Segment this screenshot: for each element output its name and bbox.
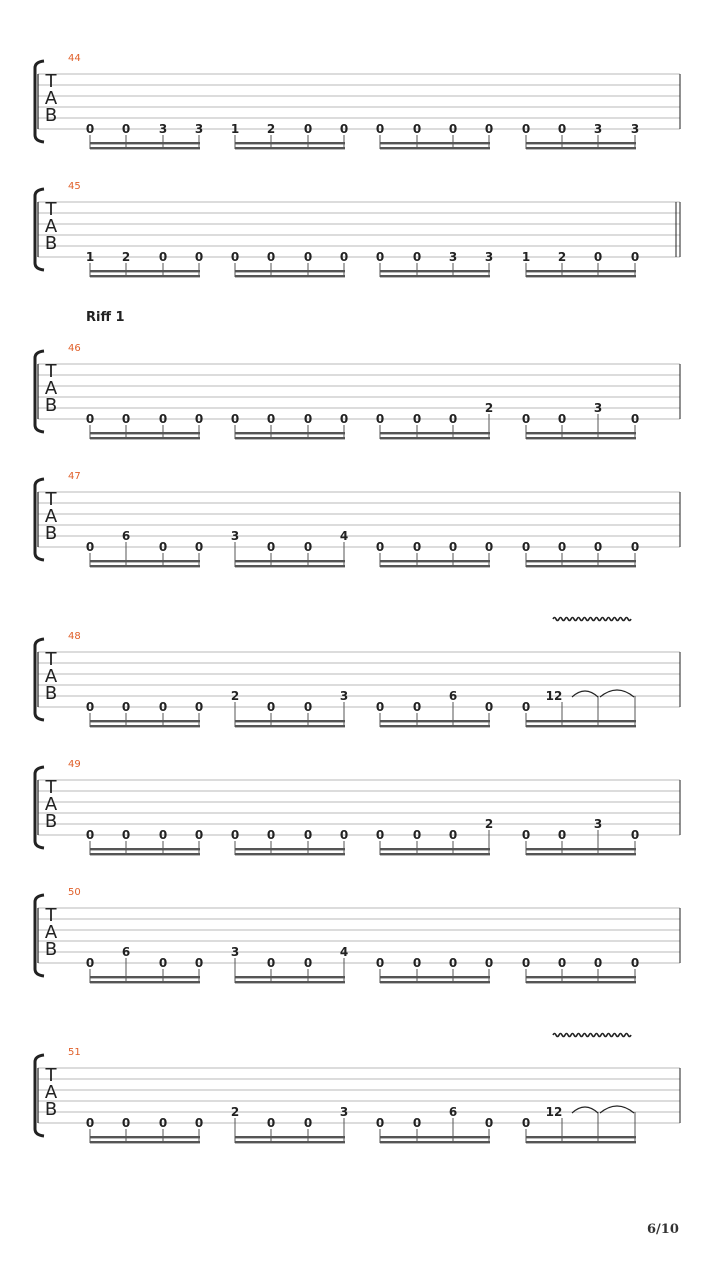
fret-number: 0	[158, 700, 168, 714]
fret-number: 0	[484, 700, 494, 714]
tab-system	[35, 471, 680, 567]
beam-primary	[380, 725, 490, 727]
fret-number: 0	[303, 540, 313, 554]
beam-secondary	[526, 270, 636, 272]
tab-clef-letter: B	[44, 523, 58, 544]
fret-number: 0	[194, 540, 204, 554]
beam-primary	[235, 853, 345, 855]
fret-number: 0	[85, 828, 95, 842]
fret-number: 0	[266, 700, 276, 714]
fret-number: 0	[121, 828, 131, 842]
tab-clef-letter: T	[45, 489, 57, 510]
beam-primary	[526, 981, 636, 983]
fret-number: 2	[121, 250, 131, 264]
beam-secondary	[235, 1136, 345, 1138]
fret-number: 0	[303, 1116, 313, 1130]
fret-number: 0	[557, 540, 567, 554]
tab-clef-letter: B	[44, 233, 58, 254]
fret-number: 0	[230, 412, 240, 426]
fret-number: 0	[484, 1116, 494, 1130]
fret-number: 0	[194, 412, 204, 426]
fret-number: 0	[521, 956, 531, 970]
beam-secondary	[90, 848, 200, 850]
fret-number: 3	[448, 250, 458, 264]
fret-number: 0	[339, 828, 349, 842]
beam-secondary	[526, 432, 636, 434]
fret-number: 0	[194, 828, 204, 842]
measure-number: 49	[68, 759, 81, 770]
tab-clef-letter: A	[44, 506, 58, 527]
tab-clef-letter: A	[44, 666, 58, 687]
tab-clef-letter: A	[44, 922, 58, 943]
tab-clef-letter: B	[44, 683, 58, 704]
fret-number: 3	[194, 122, 204, 136]
fret-number: 0	[521, 700, 531, 714]
fret-number: 0	[266, 540, 276, 554]
fret-number: 0	[303, 250, 313, 264]
beam-primary	[235, 275, 345, 277]
fret-number: 3	[339, 689, 349, 703]
fret-number: 12	[545, 1105, 563, 1119]
beam-secondary	[90, 432, 200, 434]
tab-clef-letter: B	[44, 939, 58, 960]
fret-number: 3	[230, 945, 240, 959]
beam-primary	[380, 1141, 490, 1143]
beam-primary	[526, 1141, 636, 1143]
system-bracket	[35, 351, 44, 432]
beam-secondary	[526, 848, 636, 850]
fret-number: 3	[593, 817, 603, 831]
fret-number: 2	[230, 689, 240, 703]
fret-number: 0	[521, 1116, 531, 1130]
fret-number: 0	[266, 956, 276, 970]
fret-number: 0	[158, 250, 168, 264]
fret-number: 0	[375, 122, 385, 136]
beam-secondary	[90, 270, 200, 272]
fret-number: 0	[303, 122, 313, 136]
fret-number: 0	[375, 412, 385, 426]
beam-primary	[235, 565, 345, 567]
fret-number: 0	[158, 412, 168, 426]
fret-number: 0	[375, 700, 385, 714]
measure-number: 47	[68, 471, 81, 482]
fret-number: 0	[557, 956, 567, 970]
fret-number: 0	[521, 122, 531, 136]
beam-primary	[526, 147, 636, 149]
fret-number: 3	[158, 122, 168, 136]
fret-number: 0	[85, 122, 95, 136]
fret-number: 0	[521, 540, 531, 554]
fret-number: 0	[303, 828, 313, 842]
fret-number: 0	[230, 250, 240, 264]
fret-number: 0	[266, 250, 276, 264]
fret-number: 0	[448, 828, 458, 842]
beam-secondary	[90, 720, 200, 722]
tab-clef-letter: A	[44, 88, 58, 109]
beam-secondary	[235, 270, 345, 272]
fret-number: 0	[593, 250, 603, 264]
tab-clef-letter: T	[45, 361, 57, 382]
fret-number: 0	[521, 828, 531, 842]
beam-primary	[380, 981, 490, 983]
fret-number: 3	[593, 122, 603, 136]
fret-number: 0	[85, 700, 95, 714]
system-bracket	[35, 767, 44, 848]
beam-secondary	[526, 720, 636, 722]
fret-number: 4	[339, 945, 349, 959]
tab-clef-letter: B	[44, 395, 58, 416]
tab-clef-letter: A	[44, 794, 58, 815]
tab-clef-letter: T	[45, 71, 57, 92]
beam-secondary	[235, 142, 345, 144]
beam-secondary	[526, 142, 636, 144]
measure-number: 50	[68, 887, 81, 898]
beam-primary	[90, 565, 200, 567]
tab-clef-letter: T	[45, 905, 57, 926]
beam-primary	[526, 275, 636, 277]
beam-secondary	[380, 270, 490, 272]
fret-number: 0	[448, 540, 458, 554]
fret-number: 0	[630, 540, 640, 554]
beam-secondary	[235, 720, 345, 722]
beam-primary	[90, 981, 200, 983]
beam-primary	[90, 147, 200, 149]
fret-number: 0	[85, 540, 95, 554]
tab-clef-letter: T	[45, 777, 57, 798]
fret-number: 0	[158, 828, 168, 842]
fret-number: 0	[266, 412, 276, 426]
beam-secondary	[235, 976, 345, 978]
fret-number: 0	[194, 1116, 204, 1130]
beam-primary	[90, 853, 200, 855]
beam-secondary	[235, 560, 345, 562]
measure-number: 48	[68, 631, 81, 642]
fret-number: 0	[630, 250, 640, 264]
fret-number: 1	[85, 250, 95, 264]
tab-clef-letter: T	[45, 1065, 57, 1086]
fret-number: 2	[484, 401, 494, 415]
system-bracket	[35, 895, 44, 976]
fret-number: 6	[121, 529, 131, 543]
fret-number: 6	[121, 945, 131, 959]
tab-clef-letter: A	[44, 378, 58, 399]
measure-number: 51	[68, 1047, 81, 1058]
tab-system	[35, 887, 680, 983]
beam-primary	[235, 981, 345, 983]
fret-number: 0	[375, 956, 385, 970]
beam-secondary	[380, 976, 490, 978]
fret-number: 0	[484, 956, 494, 970]
fret-number: 0	[593, 956, 603, 970]
beam-primary	[526, 725, 636, 727]
fret-number: 0	[85, 1116, 95, 1130]
fret-number: 0	[593, 540, 603, 554]
fret-number: 0	[375, 250, 385, 264]
fret-number: 6	[448, 689, 458, 703]
fret-number: 0	[412, 412, 422, 426]
beam-primary	[526, 437, 636, 439]
fret-number: 0	[448, 122, 458, 136]
fret-number: 4	[339, 529, 349, 543]
fret-number: 0	[375, 540, 385, 554]
tab-clef-letter: T	[45, 199, 57, 220]
fret-number: 0	[266, 1116, 276, 1130]
system-bracket	[35, 61, 44, 142]
tab-system	[35, 618, 680, 728]
beam-primary	[90, 437, 200, 439]
beam-secondary	[90, 560, 200, 562]
fret-number: 0	[557, 122, 567, 136]
fret-number: 0	[375, 828, 385, 842]
beam-secondary	[380, 142, 490, 144]
fret-number: 6	[448, 1105, 458, 1119]
fret-number: 0	[557, 828, 567, 842]
vibrato-mark	[553, 1034, 631, 1037]
fret-number: 3	[484, 250, 494, 264]
fret-number: 12	[545, 689, 563, 703]
tab-clef-letter: T	[45, 649, 57, 670]
tab-system	[35, 1034, 680, 1144]
fret-number: 0	[484, 540, 494, 554]
beam-secondary	[90, 142, 200, 144]
tab-system	[35, 343, 680, 439]
measure-number: 45	[68, 181, 81, 192]
tab-clef-letter: A	[44, 1082, 58, 1103]
fret-number: 3	[230, 529, 240, 543]
beam-primary	[235, 437, 345, 439]
fret-number: 0	[630, 412, 640, 426]
system-bracket	[35, 189, 44, 270]
system-bracket	[35, 1055, 44, 1136]
beam-secondary	[380, 848, 490, 850]
fret-number: 0	[194, 956, 204, 970]
fret-number: 3	[630, 122, 640, 136]
fret-number: 3	[593, 401, 603, 415]
beam-primary	[90, 725, 200, 727]
beam-secondary	[526, 1136, 636, 1138]
fret-number: 3	[339, 1105, 349, 1119]
fret-number: 0	[412, 540, 422, 554]
beam-primary	[380, 853, 490, 855]
fret-number: 0	[557, 412, 567, 426]
fret-number: 0	[303, 412, 313, 426]
vibrato-mark	[553, 618, 631, 621]
fret-number: 2	[266, 122, 276, 136]
beam-secondary	[380, 560, 490, 562]
beam-secondary	[526, 976, 636, 978]
measure-number: 44	[68, 53, 81, 64]
fret-number: 1	[521, 250, 531, 264]
fret-number: 0	[121, 1116, 131, 1130]
tab-clef-letter: B	[44, 811, 58, 832]
fret-number: 0	[448, 412, 458, 426]
fret-number: 0	[339, 250, 349, 264]
beam-secondary	[235, 848, 345, 850]
fret-number: 0	[158, 1116, 168, 1130]
beam-primary	[380, 565, 490, 567]
fret-number: 0	[412, 1116, 422, 1130]
measure-number: 46	[68, 343, 81, 354]
tab-clef-letter: B	[44, 105, 58, 126]
beam-primary	[90, 275, 200, 277]
fret-number: 0	[266, 828, 276, 842]
beam-primary	[380, 275, 490, 277]
fret-number: 0	[121, 412, 131, 426]
fret-number: 0	[194, 250, 204, 264]
fret-number: 0	[303, 956, 313, 970]
beam-secondary	[90, 1136, 200, 1138]
beam-primary	[90, 1141, 200, 1143]
beam-secondary	[526, 560, 636, 562]
fret-number: 0	[412, 828, 422, 842]
fret-number: 2	[484, 817, 494, 831]
beam-secondary	[90, 976, 200, 978]
fret-number: 2	[557, 250, 567, 264]
beam-secondary	[380, 1136, 490, 1138]
tab-system	[35, 53, 680, 149]
system-bracket	[35, 479, 44, 560]
fret-number: 0	[194, 700, 204, 714]
beam-primary	[526, 853, 636, 855]
page-number: 6/10	[647, 1222, 679, 1237]
fret-number: 0	[230, 828, 240, 842]
tab-clef-letter: B	[44, 1099, 58, 1120]
fret-number: 0	[412, 700, 422, 714]
fret-number: 0	[85, 956, 95, 970]
system-bracket	[35, 639, 44, 720]
fret-number: 0	[339, 122, 349, 136]
beam-primary	[380, 437, 490, 439]
fret-number: 0	[339, 412, 349, 426]
fret-number: 0	[85, 412, 95, 426]
beam-primary	[380, 147, 490, 149]
beam-primary	[235, 147, 345, 149]
tab-clef-letter: A	[44, 216, 58, 237]
fret-number: 0	[412, 956, 422, 970]
fret-number: 0	[412, 122, 422, 136]
fret-number: 2	[230, 1105, 240, 1119]
fret-number: 0	[158, 540, 168, 554]
beam-secondary	[380, 432, 490, 434]
beam-primary	[235, 1141, 345, 1143]
fret-number: 0	[303, 700, 313, 714]
beam-primary	[526, 565, 636, 567]
fret-number: 0	[121, 122, 131, 136]
fret-number: 1	[230, 122, 240, 136]
fret-number: 0	[158, 956, 168, 970]
fret-number: 0	[484, 122, 494, 136]
fret-number: 0	[375, 1116, 385, 1130]
fret-number: 0	[412, 250, 422, 264]
fret-number: 0	[521, 412, 531, 426]
beam-secondary	[380, 720, 490, 722]
riff-label: Riff 1	[86, 310, 125, 325]
beam-secondary	[235, 432, 345, 434]
fret-number: 0	[630, 828, 640, 842]
tab-system	[35, 759, 680, 855]
tab-system	[35, 181, 680, 277]
fret-number: 0	[121, 700, 131, 714]
beam-primary	[235, 725, 345, 727]
fret-number: 0	[630, 956, 640, 970]
fret-number: 0	[448, 956, 458, 970]
